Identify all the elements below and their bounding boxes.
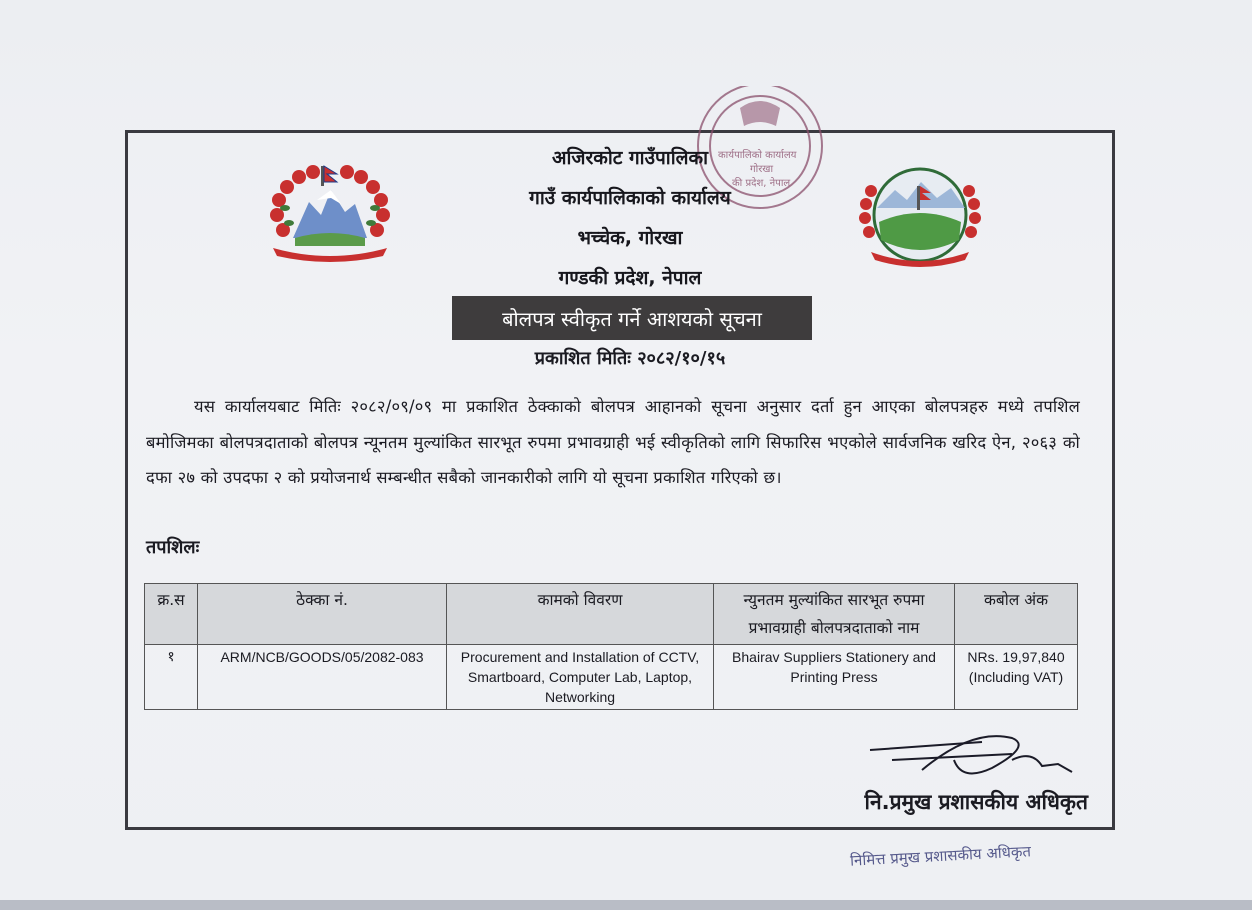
cell-contract-no: ARM/NCB/GOODS/05/2082-083 (198, 645, 447, 710)
handwritten-signature (862, 720, 1082, 790)
nepal-emblem-logo (265, 160, 395, 265)
signatory-title: नि.प्रमुख प्रशासकीय अधिकृत (864, 790, 1088, 814)
svg-text:की प्रदेश, नेपाल: की प्रदेश, नेपाल (732, 178, 791, 189)
cell-sn: १ (145, 645, 198, 710)
cell-bidder: Bhairav Suppliers Stationery and Printing Press (714, 645, 955, 710)
published-date: प्रकाशित मितिः २०८२/१०/१५ (534, 348, 726, 369)
municipality-name: अजिरकोट गाउँपालिका (551, 147, 709, 169)
header-contract-no: ठेक्का नं. (198, 584, 447, 645)
header-sn: क्र.स (145, 584, 198, 645)
details-label: तपशिलः (146, 537, 200, 558)
notice-body: यस कार्यालयबाट मितिः २०८२/०९/०९ मा प्रकाशित ठेक्काको बोलपत्र आहानको सूचना अनुसार दर्ता हुन आएका बोलपत्रहरु मध्ये तपशिल बमोजिमका बोलपत्रदाताको बोलपत्र न्यूनतम मुल्यांकित सारभूत रुपमा प्रभावग्राही भई स्वीकृतिको लागि सिफारिस भएकोले सार्वजनिक खरिद ऐन, २०६३ को दफा २७ को उपदफा २ को प्रयोजनार्थ सम्बन्धीत सबैको जानकारीको लागि यो सूचना प्रकाशित गरिएको छ। (146, 397, 1080, 487)
notice-title (452, 296, 812, 340)
footer-stamp: निमित्त प्रमुख प्रशासकीय अधिकृत (849, 842, 1032, 870)
header-amount: कबोल अंक (955, 584, 1078, 645)
table-row (145, 645, 1078, 710)
scan-edge (0, 900, 1252, 910)
header-description: कामको विवरण (447, 584, 714, 645)
svg-text:गोरखा: गोरखा (750, 164, 774, 175)
header-bidder: न्युनतम मुल्यांकित सारभूत रुपमा प्रभावग्राही बोलपत्रदाताको नाम (714, 584, 955, 645)
province-name: गण्डकी प्रदेश, नेपाल (558, 267, 702, 289)
svg-text:कार्यपालिको कार्यालय: कार्यपालिको कार्यालय (718, 150, 797, 161)
notice-title-text: बोलपत्र स्वीकृत गर्ने आशयको सूचना (502, 306, 762, 331)
office-location: भच्चेक, गोरखा (577, 227, 683, 249)
cell-description: Procurement and Installation of CCTV, Smartboard, Computer Lab, Laptop, Networking (447, 645, 714, 710)
office-name: गाउँ कार्यपालिकाको कार्यालय (529, 187, 731, 209)
table-header-row (145, 584, 1078, 645)
cell-amount: NRs. 19,97,840 (Including VAT) (955, 645, 1078, 710)
bid-table (144, 583, 1078, 710)
municipality-logo (855, 160, 985, 270)
